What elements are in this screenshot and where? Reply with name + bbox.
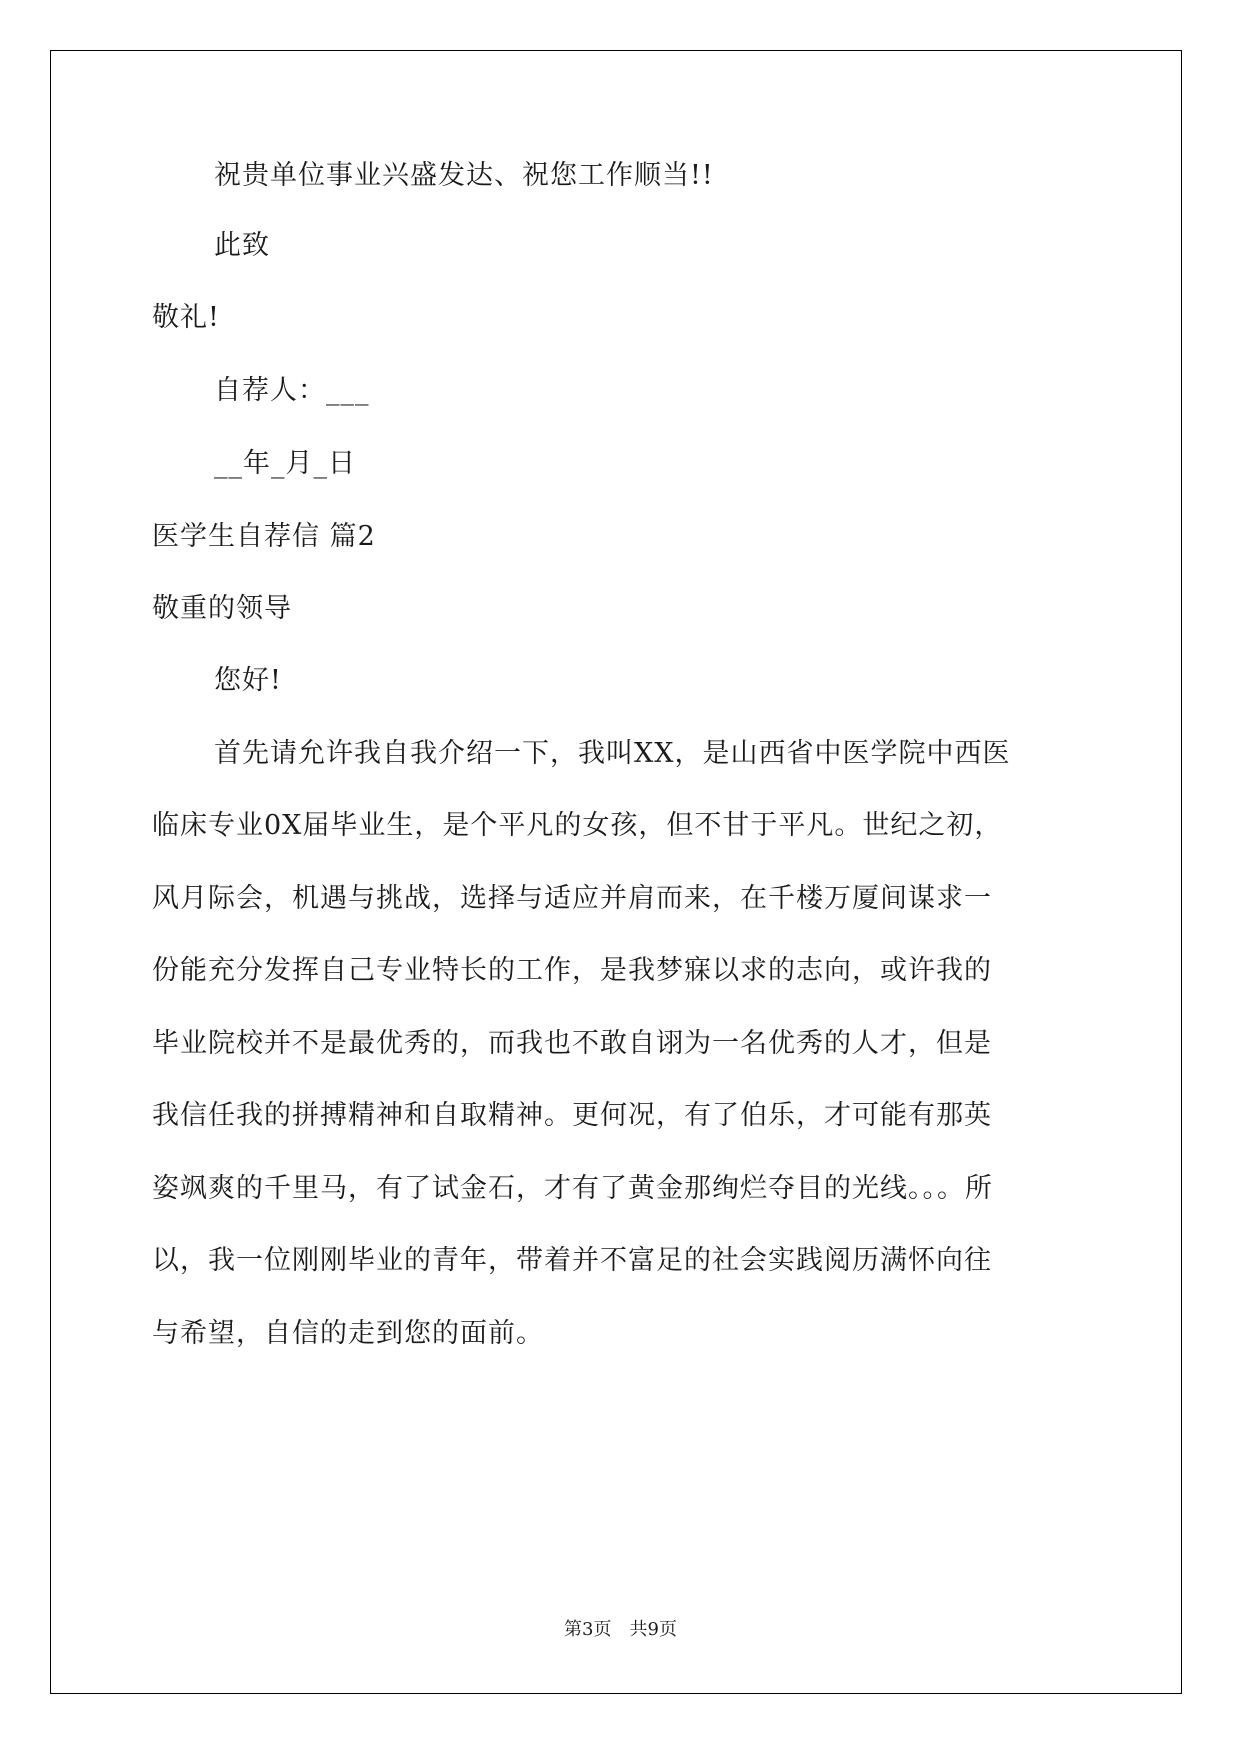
page-border xyxy=(50,50,1182,1694)
closing-jingli: 敬礼! xyxy=(152,302,220,333)
closing-cizhi: 此致 xyxy=(214,230,270,261)
body-line: 风月际会，机遇与挑战，选择与适应并肩而来，在千楼万厦间谋求一 xyxy=(152,883,992,914)
salutation: 敬重的领导 xyxy=(152,593,292,624)
body-line: 与希望，自信的走到您的面前。 xyxy=(152,1318,544,1349)
body-line: 毕业院校并不是最优秀的，而我也不敢自诩为一名优秀的人才，但是 xyxy=(152,1028,992,1059)
section-heading: 医学生自荐信 篇2 xyxy=(152,521,376,552)
page-number-footer: 第3页 共9页 xyxy=(564,1619,677,1640)
body-line: 临床专业0X届毕业生，是个平凡的女孩，但不甘于平凡。世纪之初， xyxy=(152,810,1003,841)
body-line: 姿飒爽的千里马，有了试金石，才有了黄金那绚烂夺目的光线。。。所 xyxy=(152,1173,993,1204)
body-line: 以，我一位刚刚毕业的青年，带着并不富足的社会实践阅历满怀向往 xyxy=(152,1245,992,1276)
body-line: 我信任我的拼搏精神和自取精神。更何况，有了伯乐，才可能有那英 xyxy=(152,1100,992,1131)
body-line: 份能充分发挥自己专业特长的工作，是我梦寐以求的志向，或许我的 xyxy=(152,955,992,986)
body-line: 首先请允许我自我介绍一下，我叫XX，是山西省中医学院中西医 xyxy=(214,738,1011,769)
closing-wish: 祝贵单位事业兴盛发达、祝您工作顺当!! xyxy=(214,160,714,191)
date-line: __年_月_日 xyxy=(214,448,356,479)
greeting: 您好! xyxy=(214,665,282,696)
signature-line: 自荐人：___ xyxy=(214,375,370,406)
